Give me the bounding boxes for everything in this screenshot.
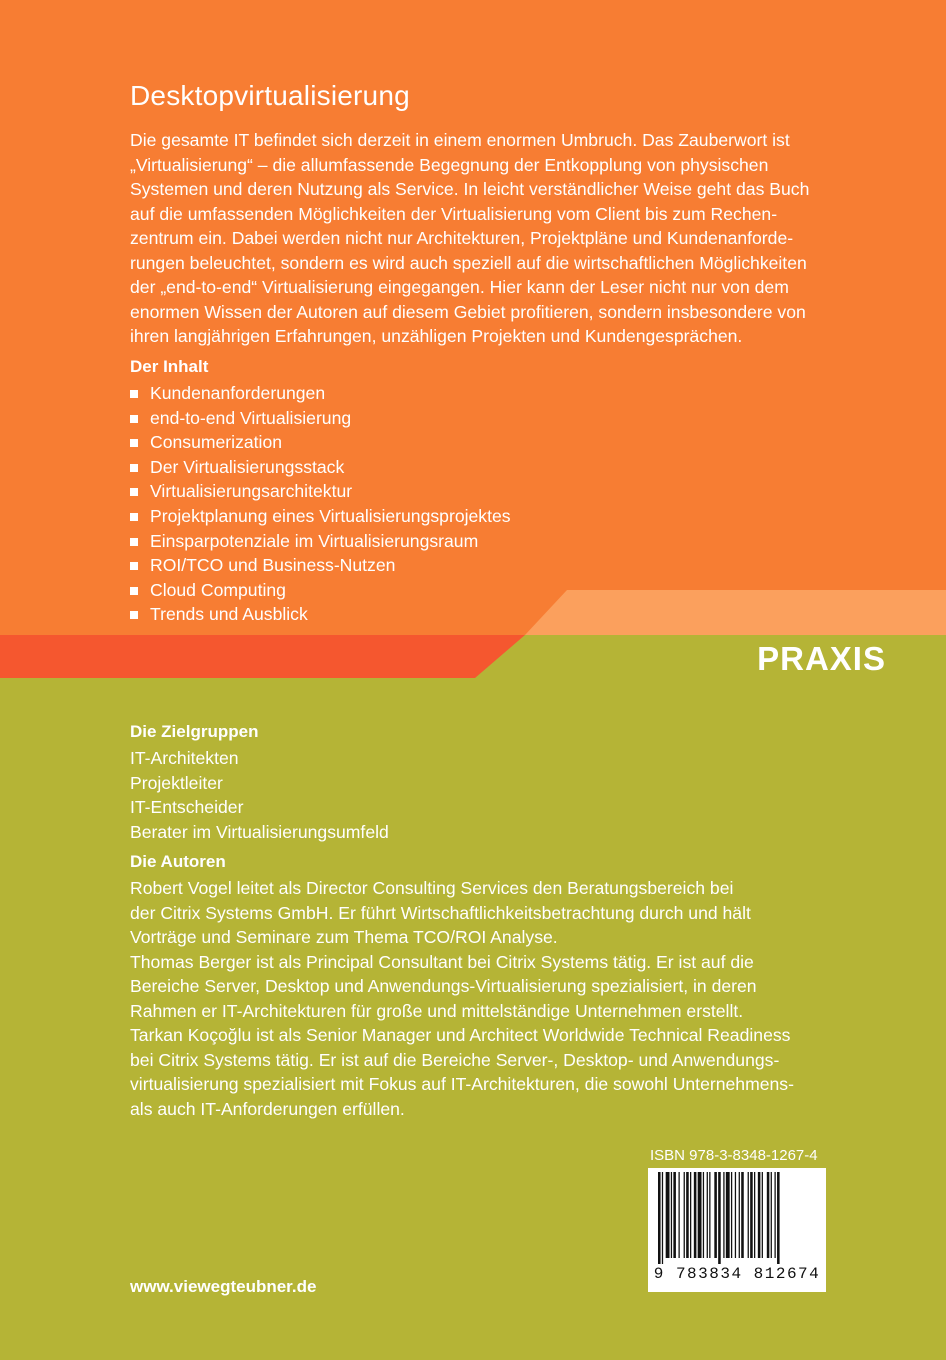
authors-line: Rahmen er IT-Architekturen für große und mittelständige Unternehmen erstellt.: [130, 1000, 744, 1021]
barcode-bar: [678, 1172, 679, 1258]
intro-line: zentrum ein. Dabei werden nicht nur Architekturen, Projektpläne und Kundenanforde-: [130, 228, 794, 248]
list-item: Einsparpotenziale im Virtualisierungsraum: [130, 529, 511, 554]
intro-paragraph: [130, 128, 846, 349]
audience-list: [130, 746, 389, 844]
book-title: Desktopvirtualisierung: [130, 80, 410, 111]
list-item: Projektplanung eines Virtualisierungsprojektes: [130, 504, 511, 529]
list-item: Virtualisierungsarchitektur: [130, 479, 511, 504]
list-item: Berater im Virtualisierungsumfeld: [130, 821, 389, 842]
barcode-bar: [703, 1172, 704, 1258]
intro-line: Die gesamte IT befindet sich derzeit in einem enormen Umbruch. Das Zauberwort ist: [130, 130, 790, 150]
barcode-bar: [673, 1172, 676, 1258]
intro-line: der „end-to-end“ Virtualisierung eingegangen. Hier kann der Leser nicht nur von dem: [130, 277, 789, 297]
light-orange-band-shape: [525, 590, 946, 635]
barcode-digits: 9 783834 812674: [653, 1265, 821, 1283]
authors-heading: Die Autoren: [130, 852, 226, 871]
barcode-bar: [739, 1172, 740, 1258]
barcode-bar: [658, 1172, 661, 1264]
publisher-url: www.viewegteubner.de: [130, 1277, 317, 1296]
intro-line: Systemen und deren Nutzung als Service. In leicht verständlicher Weise geht das Buch: [130, 179, 810, 199]
authors-line: Thomas Berger ist als Principal Consultant bei Citrix Systems tätig. Er ist auf die: [130, 951, 754, 972]
barcode-bar: [762, 1172, 763, 1258]
barcode-bar: [666, 1172, 670, 1258]
barcode-bar: [741, 1172, 744, 1258]
barcode-bar: [684, 1172, 685, 1258]
barcode-bar: [731, 1172, 732, 1258]
authors-line: der Citrix Systems GmbH. Er führt Wirtschaftlichkeitsbetrachtung durch und hält: [130, 902, 751, 923]
barcode-bar: [771, 1172, 772, 1258]
authors-line: Robert Vogel leitet als Director Consulting Services den Beratungsbereich bei: [130, 878, 734, 898]
list-item: Consumerization: [130, 430, 511, 455]
authors-line: Tarkan Koçoğlu ist als Senior Manager und Architect Worldwide Technical Readiness: [130, 1025, 791, 1045]
barcode-bar: [750, 1172, 753, 1258]
intro-line: ihren langjährigen Erfahrungen, unzähligen Projekten und Kundengesprächen.: [130, 326, 743, 346]
barcode-bar: [690, 1172, 691, 1258]
barcode-bars: [658, 1172, 816, 1264]
barcode-bar: [758, 1172, 761, 1258]
isbn-label: ISBN 978-3-8348-1267-4: [650, 1147, 818, 1164]
audience-heading: Die Zielgruppen: [130, 722, 259, 741]
barcode-bar: [723, 1172, 724, 1258]
barcode-bar: [754, 1172, 755, 1258]
barcode-bar: [714, 1172, 717, 1258]
list-item: Kundenanforderungen: [130, 381, 511, 406]
authors-line: virtualisierung spezialisiert mit Fokus auf IT-Architekturen, die sowohl Unternehmens-: [130, 1074, 794, 1094]
list-item: Der Virtualisierungsstack: [130, 455, 511, 480]
barcode-bar: [671, 1172, 672, 1258]
barcode: [648, 1168, 826, 1292]
list-item: end-to-end Virtualisierung: [130, 406, 511, 431]
list-item: ROI/TCO und Business-Nutzen: [130, 553, 511, 578]
contents-heading: Der Inhalt: [130, 357, 209, 376]
barcode-bar: [726, 1172, 730, 1258]
authors-line: als auch IT-Anforderungen erfüllen.: [130, 1098, 405, 1119]
intro-line: rungen beleuchtet, sondern es wird auch speziell auf die wirtschaftlichen Möglichkeiten: [130, 252, 807, 273]
authors-line: bei Citrix Systems tätig. Er ist auf die Bereiche Server-, Desktop- und Anwendungs-: [130, 1049, 780, 1070]
authors-line: Bereiche Server, Desktop und Anwendungs-Virtualisierung spezialisiert, in deren: [130, 976, 757, 996]
barcode-bar: [707, 1172, 708, 1258]
barcode-bar: [662, 1172, 663, 1264]
list-item: Trends und Ausblick: [130, 602, 511, 627]
barcode-bar: [718, 1172, 721, 1264]
authors-paragraph: [130, 876, 846, 1121]
series-label: PRAXIS: [757, 640, 886, 677]
list-item: IT-Architekten: [130, 748, 239, 768]
barcode-bar: [748, 1172, 749, 1258]
red-band-shape: [0, 635, 525, 678]
barcode-bar: [694, 1172, 697, 1258]
list-item: Cloud Computing: [130, 578, 511, 603]
intro-line: auf die umfassenden Möglichkeiten der Virtualisierung vom Client bis zum Rechen-: [130, 203, 778, 224]
list-item: IT-Entscheider: [130, 797, 244, 817]
barcode-bar: [735, 1172, 736, 1258]
barcode-bar: [686, 1172, 689, 1258]
barcode-bar: [774, 1172, 775, 1258]
intro-line: „Virtualisierung“ – die allumfassende Begegnung der Entkopplung von physischen: [130, 154, 769, 175]
barcode-bar: [698, 1172, 702, 1258]
authors-line: Vorträge und Seminare zum Thema TCO/ROI Analyse.: [130, 927, 558, 947]
barcode-bar: [777, 1172, 780, 1264]
barcode-bar: [709, 1172, 710, 1258]
list-item: Projektleiter: [130, 772, 223, 793]
intro-line: enormen Wissen der Autoren auf diesem Gebiet profitieren, sondern insbesondere von: [130, 301, 806, 322]
barcode-bar: [767, 1172, 770, 1258]
contents-list: [130, 381, 511, 627]
